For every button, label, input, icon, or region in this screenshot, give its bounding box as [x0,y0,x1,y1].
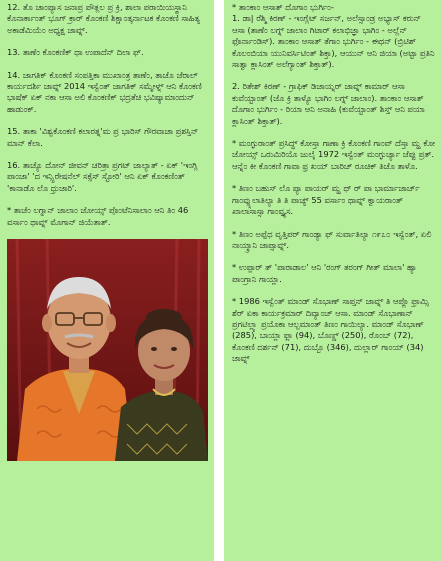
left-paragraph-13: 13. ತಾಣೆಂ ಕೊಂಕಣಿಕ್ ಧಾ ಉಪಾದೆನ್ ದಿಲಾ ಫ್. [7,47,144,58]
right-column [224,0,442,561]
left-paragraph-16: 16. ತಾಚ್ಯೊ ದೋನ್ ಜೀವನ್ ಚರಿತ್ರಾ ಪ್ರಗಟ್ ಜಾಲ್ಯಾತ್ - ಏಕ್ 'ಇಂಗ್ಲಿ ಪಾಂಜಾ' 'ದ ಇನ್ಸ್ಪಿರೇಷನೆಲ್ ಸಕ್ಸೆಸ್ ಸ್ಟೋರಿ' ಆನಿ ಏಕ್ ಕೊಂಕಣಿಂತ್ 'ಕಾನಾಡೊ ಲೊ ಧ್ರುಜಾರಿ'. [7,160,198,193]
couple-photo [7,239,208,461]
left-paragraph-marriage: * ತಾಚೆಂ ಲಗ್ನಾನ್ ಜಾಲಾಂ ಜೋಯ್ಸ್ ಪೊಂಟೆನಿಸಾಲಾಂ ಆನಿ ತಿಂ 46 ವರ್ಸಾಂ ಥಾವ್ನ್ ಮೊಗಾನ್ ಜಿಯೆತಾತ್. [7,205,189,227]
right-paragraph-child-2: 2. ರಿತೇಶ್ ಕಿರಣ್ - ಗ್ರಾಫಿಕ್ ಡಿಜಾಯ್ನರ್ ಜಾವ್ನ್ ಕಾಮಾರ್ ಆಸಾ ಕುವೆಯ್ಟಾಂತ್ (ಜೊ ಕ್ರಿ ತಾಳ್ಯೊ ಭಾಗಿಂ ಲಗ್ನ್ ಜಾಲಾಂ). ತಾಂಕಾಂ ಆಸಾತ್ ದೊಗಾಂ ಭುರ್ಗಿಂ - ರಿಯಾ ಆನಿ ಅನಾಹಿ (ಕುವೆಯ್ಟಾಂತ್ ಶಿಸ್ತ್ ಆನಿ ಪಯಾ ಕ್ಲಾಸಿಂತ್ ಶಿಕ್ತಾತ್). [232,81,425,126]
right-paragraph-children-intro: * ತಾಂಕಾಂ ಆಸಾತ್ ದೊಗಾಂ ಭುರ್ಗಿಂ- [232,2,334,12]
left-column [0,0,214,561]
right-paragraph-songs: * ಉಪ್ಪಾರ್ ತ್ 'ಪಾರಾಡಾಲ' ಆನಿ 'ರಂಗ್ ತರಂಗ್ ಗೀತ್ ಮಾಲಾ' ಹ್ಯಾ ಪಾಂಗ್ರಾನಿ ಗಾಯ್ಲಾ. [232,262,417,284]
right-paragraph-career-start: * ತಿಣಂ ಅಪ್ಪೆಧ ವೃತ್ತಿಪರ್ ಗಾಂಡ್ಯಾ ಫ್ ಸುರ್ವಾತಿಲ್ಯಾ ೧೯೭೦ ಇಸ್ವೆಂತ್, ಏಲಿ ನಾಯ್ಕ್ರಾನಿ ಜಾಪ್ಸಾವ್ನ್. [232,228,432,250]
right-paragraph-child-1: 1. ಡಾ| ರೆಶ್ಮಿ ಕಿರಣ್ - ಇಂಗ್ಲೆಟ್ ಸರ್ಜನ್, ಅಲೆಸ್ಸಾಂಡ್ರ ಅಭ್ಯಾಸ್ ಕರುನ್ ಆಸಾ (ತಾಣೆಂ ಲಗ್ನ್ ಜಾಲಾಂ ಗಿಟಾರ್ ಕಲಾಭಿಜ್ಞಾ ಭಾಗಿಂ - ಅಲ್ಲೆನ್ ಫೊರ್ನಾಂಡಿಸ್). ತಾಂಕಾಂ ಆಸಾತ್ ತೆಗಾಂ ಭುರ್ಗಿಂ - ಈಥನ್ (ಬ್ರಿಟಿಶ್ ಕೊಲಂಬಿಯಾ ಯುನಿವರ್ಸಿಟಿಂತ್ ಶಿಕ್ತಾ), ಆಯುನ್ ಆನಿ ಜಿಯಾ (ಅಟ್ಟಾ ಪ್ರತಿನಿ ಸಾತ್ವಾ ಕ್ಲಾಸಿಂತ್ ಅಲೆಗ್ಯಾಂತ್ ಶಿಕ್ತಾತ್). [232,13,435,70]
left-paragraph-15: 15. ತಾಕಾ 'ವಿಶ್ವಕೊಂಕಣಿ ಕಲಾರತ್ನ'ಮ ಪ್ರ ಭಾರಿಸ್ ಗೌರವಾಚಾ ಪ್ರಶಸ್ತಿನ್ ಮಾನ್ ಕೆಲಾ. [7,126,199,148]
right-paragraph-joyce-intro: * ಮಂಗ್ಳುರಾಂತ್ ಪ್ರಸಿದ್ಧ್ ಕೋಸ್ತಾ ಗಾಣಾ ಕ್ರಿ ಕೊಂಕಣಿ ಗಾಂವ್ ದೆಸ್ತಾ ಮ್ಹ ಕೋ ಜೋಯ್ಸ್ ಒರುಮಿರಿಯೊ ಜುಲೈ 1972 ಇಸ್ವೆಂತ್ ಮಂಗ್ಳುರ್ಚ್ಯಾ ಜೆಪ್ಪು ಪ್ರತ್. ಆನ್ನೆಂ ಕೀ ಕೊಂಕಣಿ ಗಾವಾ ಫ್ರ ಖಯ್ ಬಾರಿಚ್ ರೂಚಿಕ್ ತಿಚೊ ತಾಳೊ. [232,138,436,171]
left-paragraph-14: 14. ಜಾಗತಿಕ್ ಕೊಂಕಣಿ ಸಂಪತ್ತಿಕಾ ಮುಖಾಂತ್ರ ತಾಣೆಂ, ತಾಚೊ ಜೆರಾಲ್ ಕಾರ್ಯದರ್ಶಿ ಜಾವ್ನ್ 2014 ಇಸ್ವೆಂತ್ ಜಾಗತಿಕ್ ಸಮ್ಮೇಳ್ನ್ ಆನಿ ಕೊಂಕಣಿ ಭಾಷೆಕ್ ಏಕ್ ನಕಾ ಆಸಾ ಅಲಿ ಕೊಂಕಣಿಕ್ ಭದ್ರತೆಚಿ ಭವಿಷ್ಯಾಮಾಂದುನ್ ಹಾಡುಂಕ್. [7,69,202,114]
couple-photo-illustration [7,239,208,461]
right-paragraph-choir: * ತಿಣಂ ಬಹುಸ್ ಲೊ ಪ್ಯಾ ಪಾಯರ್ ಮ್ಹ ಥ್ ರ್ ಪಾ ಭಾರ್ಮಾಜಾರ್ಚ್ ಗಾಂವ್ಸ್ಸುಲಾತಿಲ್ಯಾ ತಿ ತಿ ಪಾಚ್ಯ್ 55 ವರ್ಸಾಂ ಥಾವ್ನ್ ಕ್ವಾಯರಾಂತ್ ಖಾಲಾಸಾಸ್ಸಾ ಗಾಂವ್ಸ್ತ್ಯಸ. [232,183,420,217]
left-paragraph-12: 12. ತೊ ಚಾಂಪ್ಯಾಸ ಜನಾಪ್ರ ಪೌತ್ಲಲ ಪ್ರ ಕ್ರಿ, ಶಾಲಾ ಪರಾಯಿಯಸ್ಥಾನಿ ಕೊನಾರ್ಕಾಂತ್ ಭೂಗ್ ಕ್ರಾರ್ ಕೊಂಕಣಿ ಶಿಕ್ಷಾಂತ್ಕರ್ನಾಟಕ ಕೊಂಕಣಿ ಸಾಹಿತ್ಯ ಅಕಾಡೆಮಿಯೆಂ ಅಧ್ಯಕ್ಷ ಜಾವ್ನ್. [7,2,200,35]
right-paragraph-mand-sobhann: * 1986 ಇಸ್ವೆಂತ್ ಮಾಂಡ್ ಸೊಭಾಣ್ ಸಾಪ್ತನ್ ಜಾವ್ನ್ ತಿ ಆಪ್ಲೊ ಫ್ರಾಮ್ಸಿ ಶೆರ್ ಏಕಾ ಕಾರ್ಯಕ್ರಮಾರ್ ದಿವ್ಯಾಂಚ್ ಆಸಾ. ಮಾಂಡ್ ಸೊಭಾಣಾನ್ ಪ್ರಗಟಿಲ್ಲ್ಯಾ ಪ್ರಯೊಕಾ ಆಲ್ಬಮಾಂತ್ ತಿಣಂ ಗಾಯಿಲ್ಯಾ. ಮಾಂಡ್ ಸೊಭಾಣ್ (285), ಬಾಯ್ಲಾ ಫ್ಲಾ (94), ಬೊಣ್ಣ್ (250), ರೊಂಬ್ (72), ಕೊಂಕಣಿ ದರ್ಶನ್ (71), ದುಬ್ಬೊ (346), ದುಲ್ಲಾರ್ ಗಾಂಯ್ (34) ಜಾವ್ನ್ [232,296,429,364]
